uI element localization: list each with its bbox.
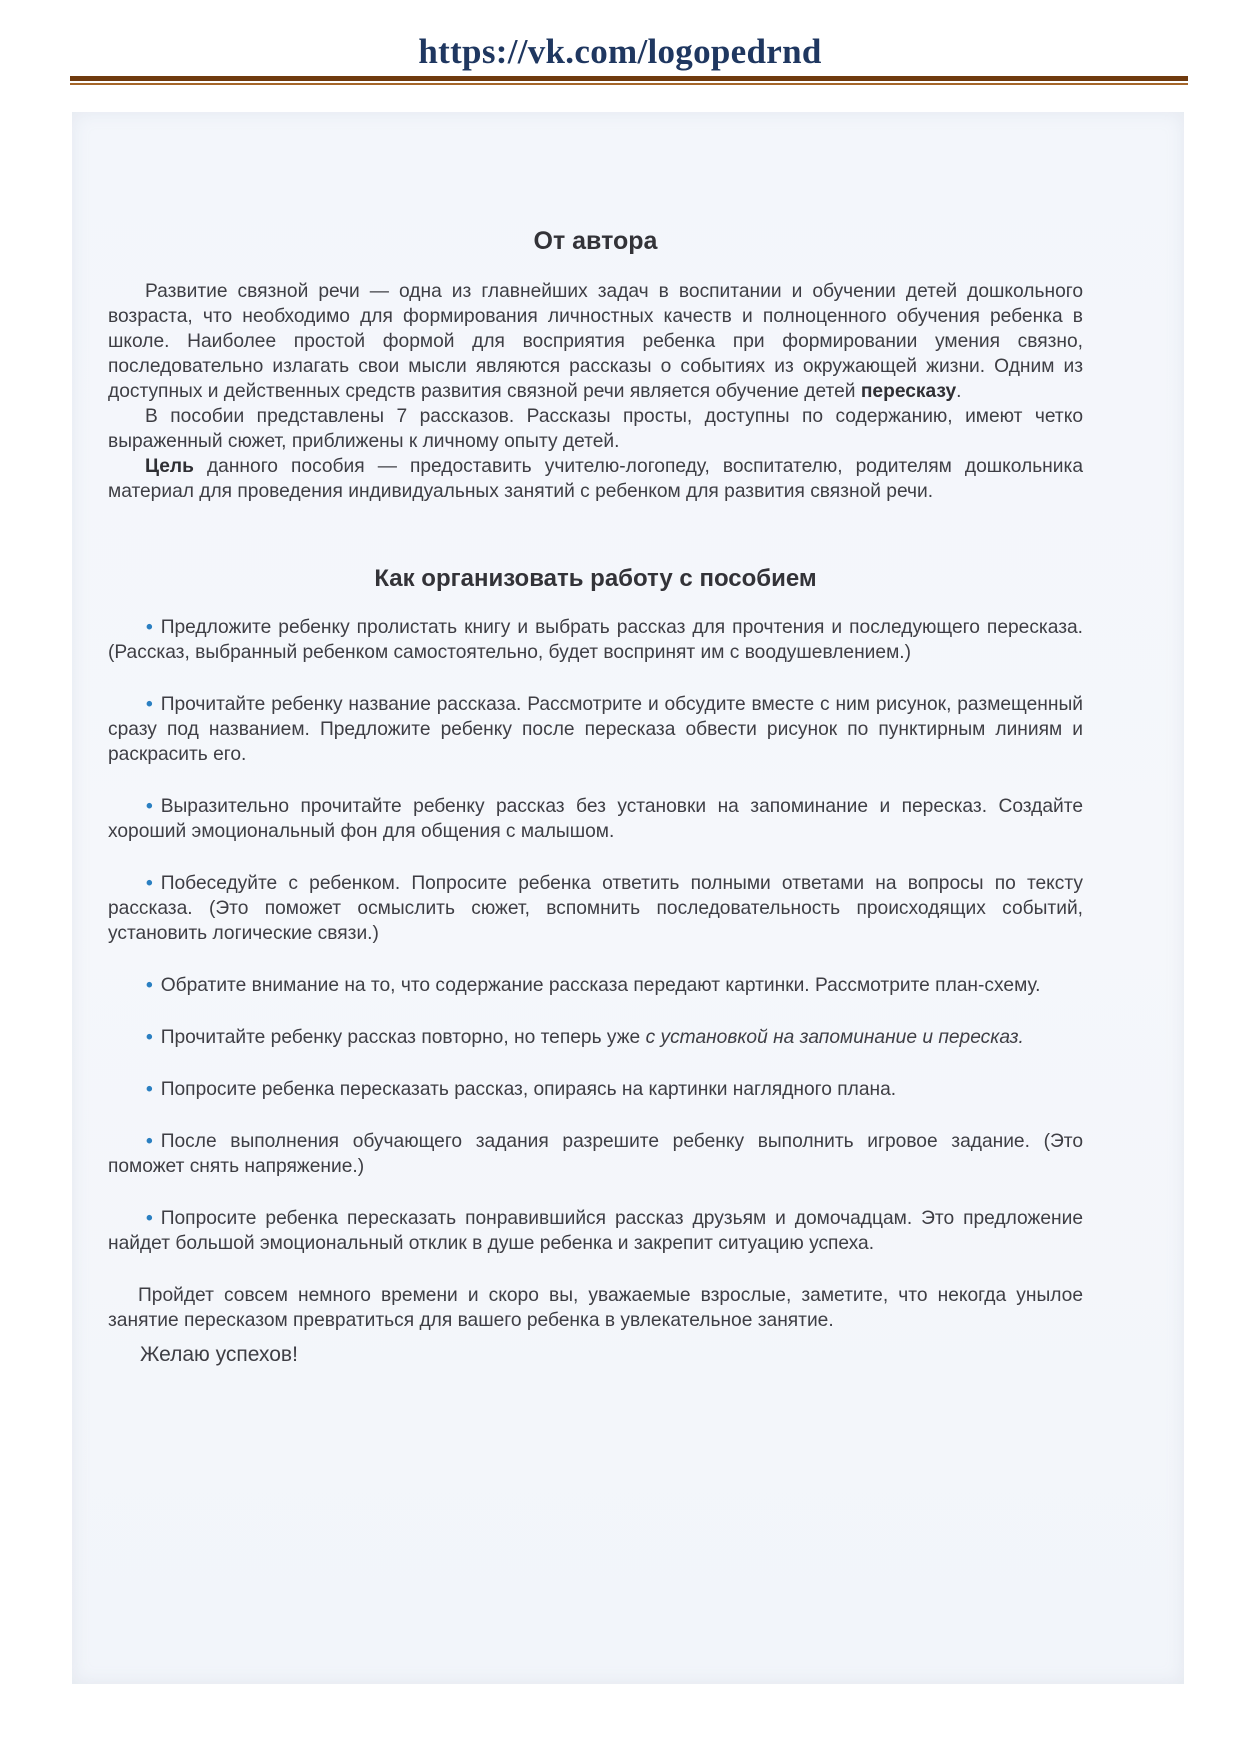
intro-block <box>108 279 1083 504</box>
list-item <box>108 794 1083 844</box>
list-item <box>108 1025 1083 1050</box>
bullet-icon: • <box>146 975 153 996</box>
list-item <box>108 1129 1083 1179</box>
list-item <box>108 692 1083 767</box>
intro-paragraph-3 <box>108 454 1083 504</box>
bullet-icon: • <box>146 873 153 894</box>
intro-paragraph-2: В пособии представлены 7 рассказов. Рассказы просты, доступны по содержанию, имеют четко выраженный сюжет, приближены к личному опыту детей. <box>108 406 1083 452</box>
bullet-icon: • <box>146 1027 153 1048</box>
bullet-icon: • <box>146 617 153 638</box>
step-text: Побеседуйте с ребенком. Попросите ребенка ответить полными ответами на вопросы по тексту рассказа. (Это поможет осмыслить сюжет, вспомнить последовательность происходящих событий, установить логические связи.) <box>108 873 1083 944</box>
list-item <box>108 973 1083 998</box>
intro-paragraph-1 <box>108 279 1083 404</box>
bullet-icon: • <box>146 1079 153 1100</box>
list-item <box>108 1077 1083 1102</box>
bullet-icon: • <box>146 1131 153 1152</box>
section-title-from-author: От автора <box>533 227 658 255</box>
header-divider <box>70 76 1188 81</box>
step-text: Выразительно прочитайте ребенку рассказ без установки на запоминание и пересказ. Создайте хороший эмоциональный фон для общения с малышом. <box>108 796 1083 842</box>
page-content <box>108 226 1083 1369</box>
step-text: Попросите ребенка пересказать рассказ, опираясь на картинки наглядного плана. <box>160 1079 897 1100</box>
goal-text: данного пособия — предоставить учителю-логопеду, воспитателю, родителям дошкольника материал для проведения индивидуальных занятий с ребенком для развития связной речи. <box>108 456 1083 502</box>
step-text: Прочитайте ребенку рассказ повторно, но теперь уже <box>160 1027 641 1048</box>
step-text: Попросите ребенка пересказать понравившийся рассказ друзьям и домочадцам. Это предложение найдет большой эмоциональный отклик в душе ребенка и закрепит ситуацию успеха. <box>108 1208 1083 1254</box>
closing-wish: Желаю успехов! <box>140 1343 298 1366</box>
section-title-how-to: Как организовать работу с пособием <box>374 565 817 592</box>
closing-paragraph: Пройдет совсем немного времени и скоро вы, уважаемые взрослые, заметите, что некогда унылое занятие пересказом превратиться для вашего ребенка в увлекательное занятие. <box>108 1285 1083 1331</box>
bullet-icon: • <box>146 796 153 817</box>
intro-p1-text: Развитие связной речи — одна из главнейших задач в воспитании и обучении детей дошкольного возраста, что необходимо для формирования личностных качеств и полноценного обучения ребенка в школе. Наиболее простой формой для восприятия ребенка при формировании умения связно, последовательно излагать свои мысли являются рассказы о событиях из окружающей жизни. Одним из доступных и действенных средств развития связной речи является обучение детей <box>108 281 1083 402</box>
header-divider-thin <box>70 83 1188 85</box>
list-item <box>108 615 1083 665</box>
bullet-icon: • <box>146 694 153 715</box>
step-text: Прочитайте ребенку название рассказа. Рассмотрите и обсудите вместе с ним рисунок, размещенный сразу под названием. Предложите ребенку после пересказа обвести рисунок по пунктирным линиям и раскрасить его. <box>108 694 1083 765</box>
goal-label: Цель <box>145 456 194 477</box>
step-italic-text: с установкой на запоминание и пересказ. <box>645 1027 1024 1048</box>
intro-p1-end: . <box>956 381 962 402</box>
step-text: После выполнения обучающего задания разрешите ребенку выполнить игровое задание. (Это поможет снять напряжение.) <box>108 1131 1083 1177</box>
step-text: Обратите внимание на то, что содержание рассказа передают картинки. Рассмотрите план-схему. <box>160 975 1041 996</box>
site-url-header[interactable]: https://vk.com/logopedrnd <box>418 32 822 71</box>
list-item <box>108 1206 1083 1256</box>
steps-list <box>108 615 1083 1256</box>
list-item <box>108 871 1083 946</box>
step-text: Предложите ребенку пролистать книгу и выбрать рассказ для прочтения и последующего пересказа. (Рассказ, выбранный ребенком самостоятельно, будет воспринят им с воодушевлением.) <box>108 617 1083 663</box>
intro-p1-bold: пересказу <box>860 381 957 402</box>
bullet-icon: • <box>146 1208 153 1229</box>
